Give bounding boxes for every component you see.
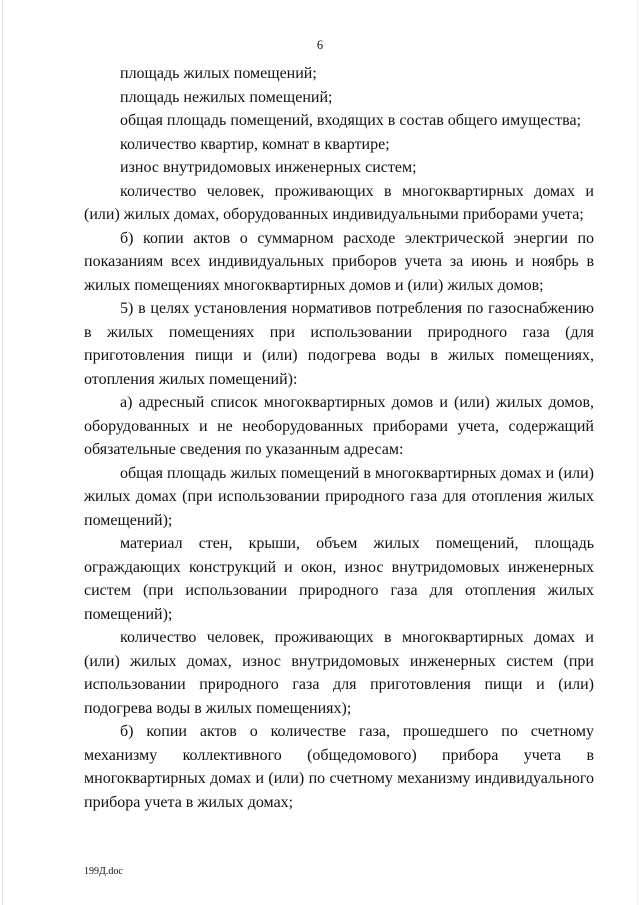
scan-edge-left [2, 0, 3, 905]
paragraph: количество человек, проживающих в многоквартирных домах и (или) жилых домах, износ внутридомовых инженерных систем (при использовании природного газа для приготовления пищи и (или) подогрева воды в жилых помещениях); [84, 629, 594, 717]
paragraph: общая площадь помещений, входящих в состав общего имущества; [120, 112, 582, 129]
paragraph: количество человек, проживающих в многоквартирных домах и (или) жилых домах, оборудованных индивидуальными приборами учета; [84, 182, 594, 223]
paragraph: б) копии актов о суммарном расходе электрической энергии по показаниям всех индивидуальных приборов учета за июнь и ноябрь в жилых помещениях многоквартирных домов и (или) жилых домов; [84, 229, 594, 294]
paragraph: общая площадь жилых помещений в многоквартирных домах и (или) жилых домах (при использовании природного газа для отопления жилых помещений); [84, 464, 594, 529]
paragraph: материал стен, крыши, объем жилых помещений, площадь ограждающих конструкций и окон, износ внутридомовых инженерных систем (при использовании природного газа для отопления жилых помещений); [84, 535, 594, 623]
paragraph: 5) в целях установления нормативов потребления по газоснабжению в жилых помещениях при использовании природного газа (для приготовления пищи и (или) подогрева воды в жилых помещениях, отопления жилых помещений): [84, 300, 594, 388]
paragraph: площадь жилых помещений; [120, 65, 317, 82]
footer-filename: 199Д.doc [84, 866, 123, 877]
scan-edge-right [637, 0, 638, 905]
paragraph: б) копии актов о количестве газа, прошедшего по счетному механизму коллективного (общедомового) прибора учета в многоквартирных домах и (или) по счетному механизму индивидуального прибора учета в жилых домах; [84, 723, 594, 811]
paragraph: а) адресный список многоквартирных домов и (или) жилых домов, оборудованных и не необорудованных приборами учета, содержащий обязательные сведения по указанным адресам: [84, 394, 594, 458]
document-body [84, 62, 594, 814]
paragraph: количество квартир, комнат в квартире; [120, 135, 390, 153]
paragraph: площадь нежилых помещений; [120, 88, 333, 106]
paragraph: износ внутридомовых инженерных систем; [120, 159, 417, 176]
page-number: 6 [316, 38, 324, 52]
